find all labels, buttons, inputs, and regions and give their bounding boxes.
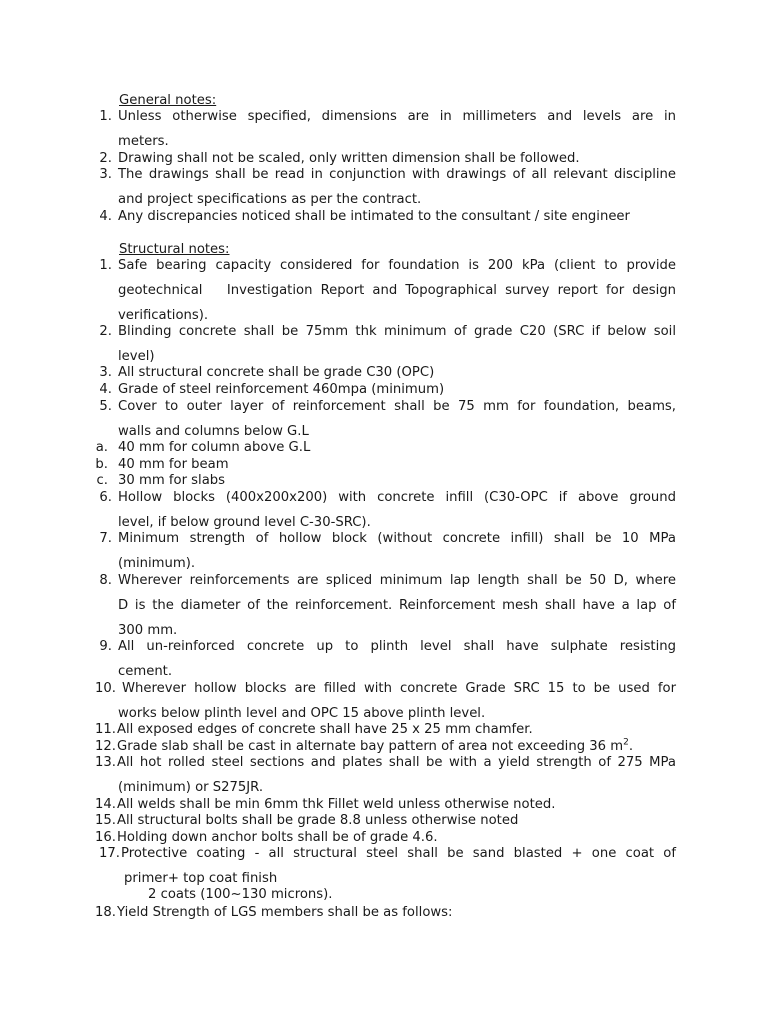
list-item-text: (minimum) or S275JR. [118, 780, 264, 795]
list-item-text: All un-reinforced concrete up to plinth level shall have sulphate resisting [118, 639, 676, 654]
list-item-text: level, if below ground level C-30-SRC). [118, 515, 371, 530]
list-item-text-main: Grade slab shall be cast in alternate bay pattern of area not exceeding 36 m [117, 739, 624, 754]
list-item-text: primer+ top coat finish [124, 871, 278, 886]
list-item-text: Drawing shall not be scaled, only written dimension shall be followed. [118, 151, 580, 166]
structural-notes-heading: Structural notes: [119, 242, 230, 257]
list-item-text: meters. [118, 134, 169, 149]
list-item-text: cement. [118, 664, 173, 679]
list-item-text: Grade of steel reinforcement 460mpa (minimum) [118, 382, 445, 397]
list-item-text: Wherever hollow blocks are filled with concrete Grade SRC 15 to be used for [122, 681, 676, 696]
list-number: 7. [99, 531, 112, 546]
list-item-text: All structural concrete shall be grade C30 (OPC) [118, 365, 435, 380]
list-number: 11. [95, 722, 116, 737]
list-number: 3. [99, 167, 112, 182]
list-number: 17. [99, 846, 120, 861]
list-item-text: geotechnical Investigation Report and Topographical survey report for design [118, 283, 676, 298]
list-item-text: D is the diameter of the reinforcement. Reinforcement mesh shall have a lap of [118, 598, 676, 613]
list-item-text: All hot rolled steel sections and plates shall be with a yield strength of 275 MPa [117, 755, 676, 770]
list-item-text: level) [118, 349, 155, 364]
list-number: 13. [95, 755, 116, 770]
list-item-text: 30 mm for slabs [118, 473, 226, 488]
list-item-text: verifications). [118, 308, 209, 323]
list-item-text [117, 738, 633, 755]
list-number: 1. [99, 258, 112, 273]
list-number: 6. [99, 490, 112, 505]
superscript: 2 [623, 737, 629, 748]
list-item-text: 2 coats (100~130 microns). [148, 887, 333, 902]
list-item-text: All structural bolts shall be grade 8.8 unless otherwise noted [117, 813, 519, 828]
list-item-text: and project specifications as per the contract. [118, 192, 422, 207]
list-number: 3. [99, 365, 112, 380]
list-letter: a. [95, 440, 108, 455]
list-number: 2. [99, 324, 112, 339]
list-number: 14. [95, 797, 116, 812]
list-number: 18. [95, 905, 116, 920]
list-item-text: walls and columns below G.L [118, 424, 309, 439]
list-item-text: Unless otherwise specified, dimensions are in millimeters and levels are in [118, 109, 676, 124]
list-item-text: Blinding concrete shall be 75mm thk minimum of grade C20 (SRC if below soil [118, 324, 676, 339]
list-item-text: Wherever reinforcements are spliced minimum lap length shall be 50 D, where [118, 573, 676, 588]
list-number: 12. [95, 739, 116, 754]
list-number: 2. [99, 151, 112, 166]
general-notes-heading: General notes: [119, 93, 217, 108]
list-item-text: Any discrepancies noticed shall be intimated to the consultant / site engineer [118, 209, 630, 224]
list-letter: c. [96, 473, 108, 488]
list-item-text: Cover to outer layer of reinforcement shall be 75 mm for foundation, beams, [118, 399, 676, 414]
list-item-text: 40 mm for column above G.L [118, 440, 311, 455]
list-item-text: The drawings shall be read in conjunction with drawings of all relevant discipline [118, 167, 676, 182]
list-item-text: Safe bearing capacity considered for foundation is 200 kPa (client to provide [118, 258, 676, 273]
list-number: 10. [95, 681, 116, 696]
list-number: 4. [99, 209, 112, 224]
list-number: 5. [99, 399, 112, 414]
list-number: 9. [99, 639, 112, 654]
list-item-text: (minimum). [118, 556, 196, 571]
list-number: 15. [95, 813, 116, 828]
list-number: 1. [99, 109, 112, 124]
list-item-text: Yield Strength of LGS members shall be as follows: [117, 905, 453, 920]
list-item-text: All welds shall be min 6mm thk Fillet weld unless otherwise noted. [117, 797, 556, 812]
list-item-text: 40 mm for beam [118, 457, 229, 472]
list-item-text: Hollow blocks (400x200x200) with concrete infill (C30-OPC if above ground [118, 490, 676, 505]
list-item-text: works below plinth level and OPC 15 above plinth level. [118, 706, 486, 721]
list-item-text: Protective coating - all structural steel shall be sand blasted + one coat of [121, 846, 676, 861]
list-item-text: 300 mm. [118, 623, 178, 638]
list-number: 8. [99, 573, 112, 588]
list-number: 16. [95, 830, 116, 845]
list-number: 4. [99, 382, 112, 397]
list-letter: b. [95, 457, 108, 472]
list-item-text: Holding down anchor bolts shall be of grade 4.6. [117, 830, 438, 845]
list-item-text: Minimum strength of hollow block (without concrete infill) shall be 10 MPa [118, 531, 676, 546]
list-item-text-tail: . [628, 739, 634, 754]
list-item-text: All exposed edges of concrete shall have 25 x 25 mm chamfer. [117, 722, 533, 737]
